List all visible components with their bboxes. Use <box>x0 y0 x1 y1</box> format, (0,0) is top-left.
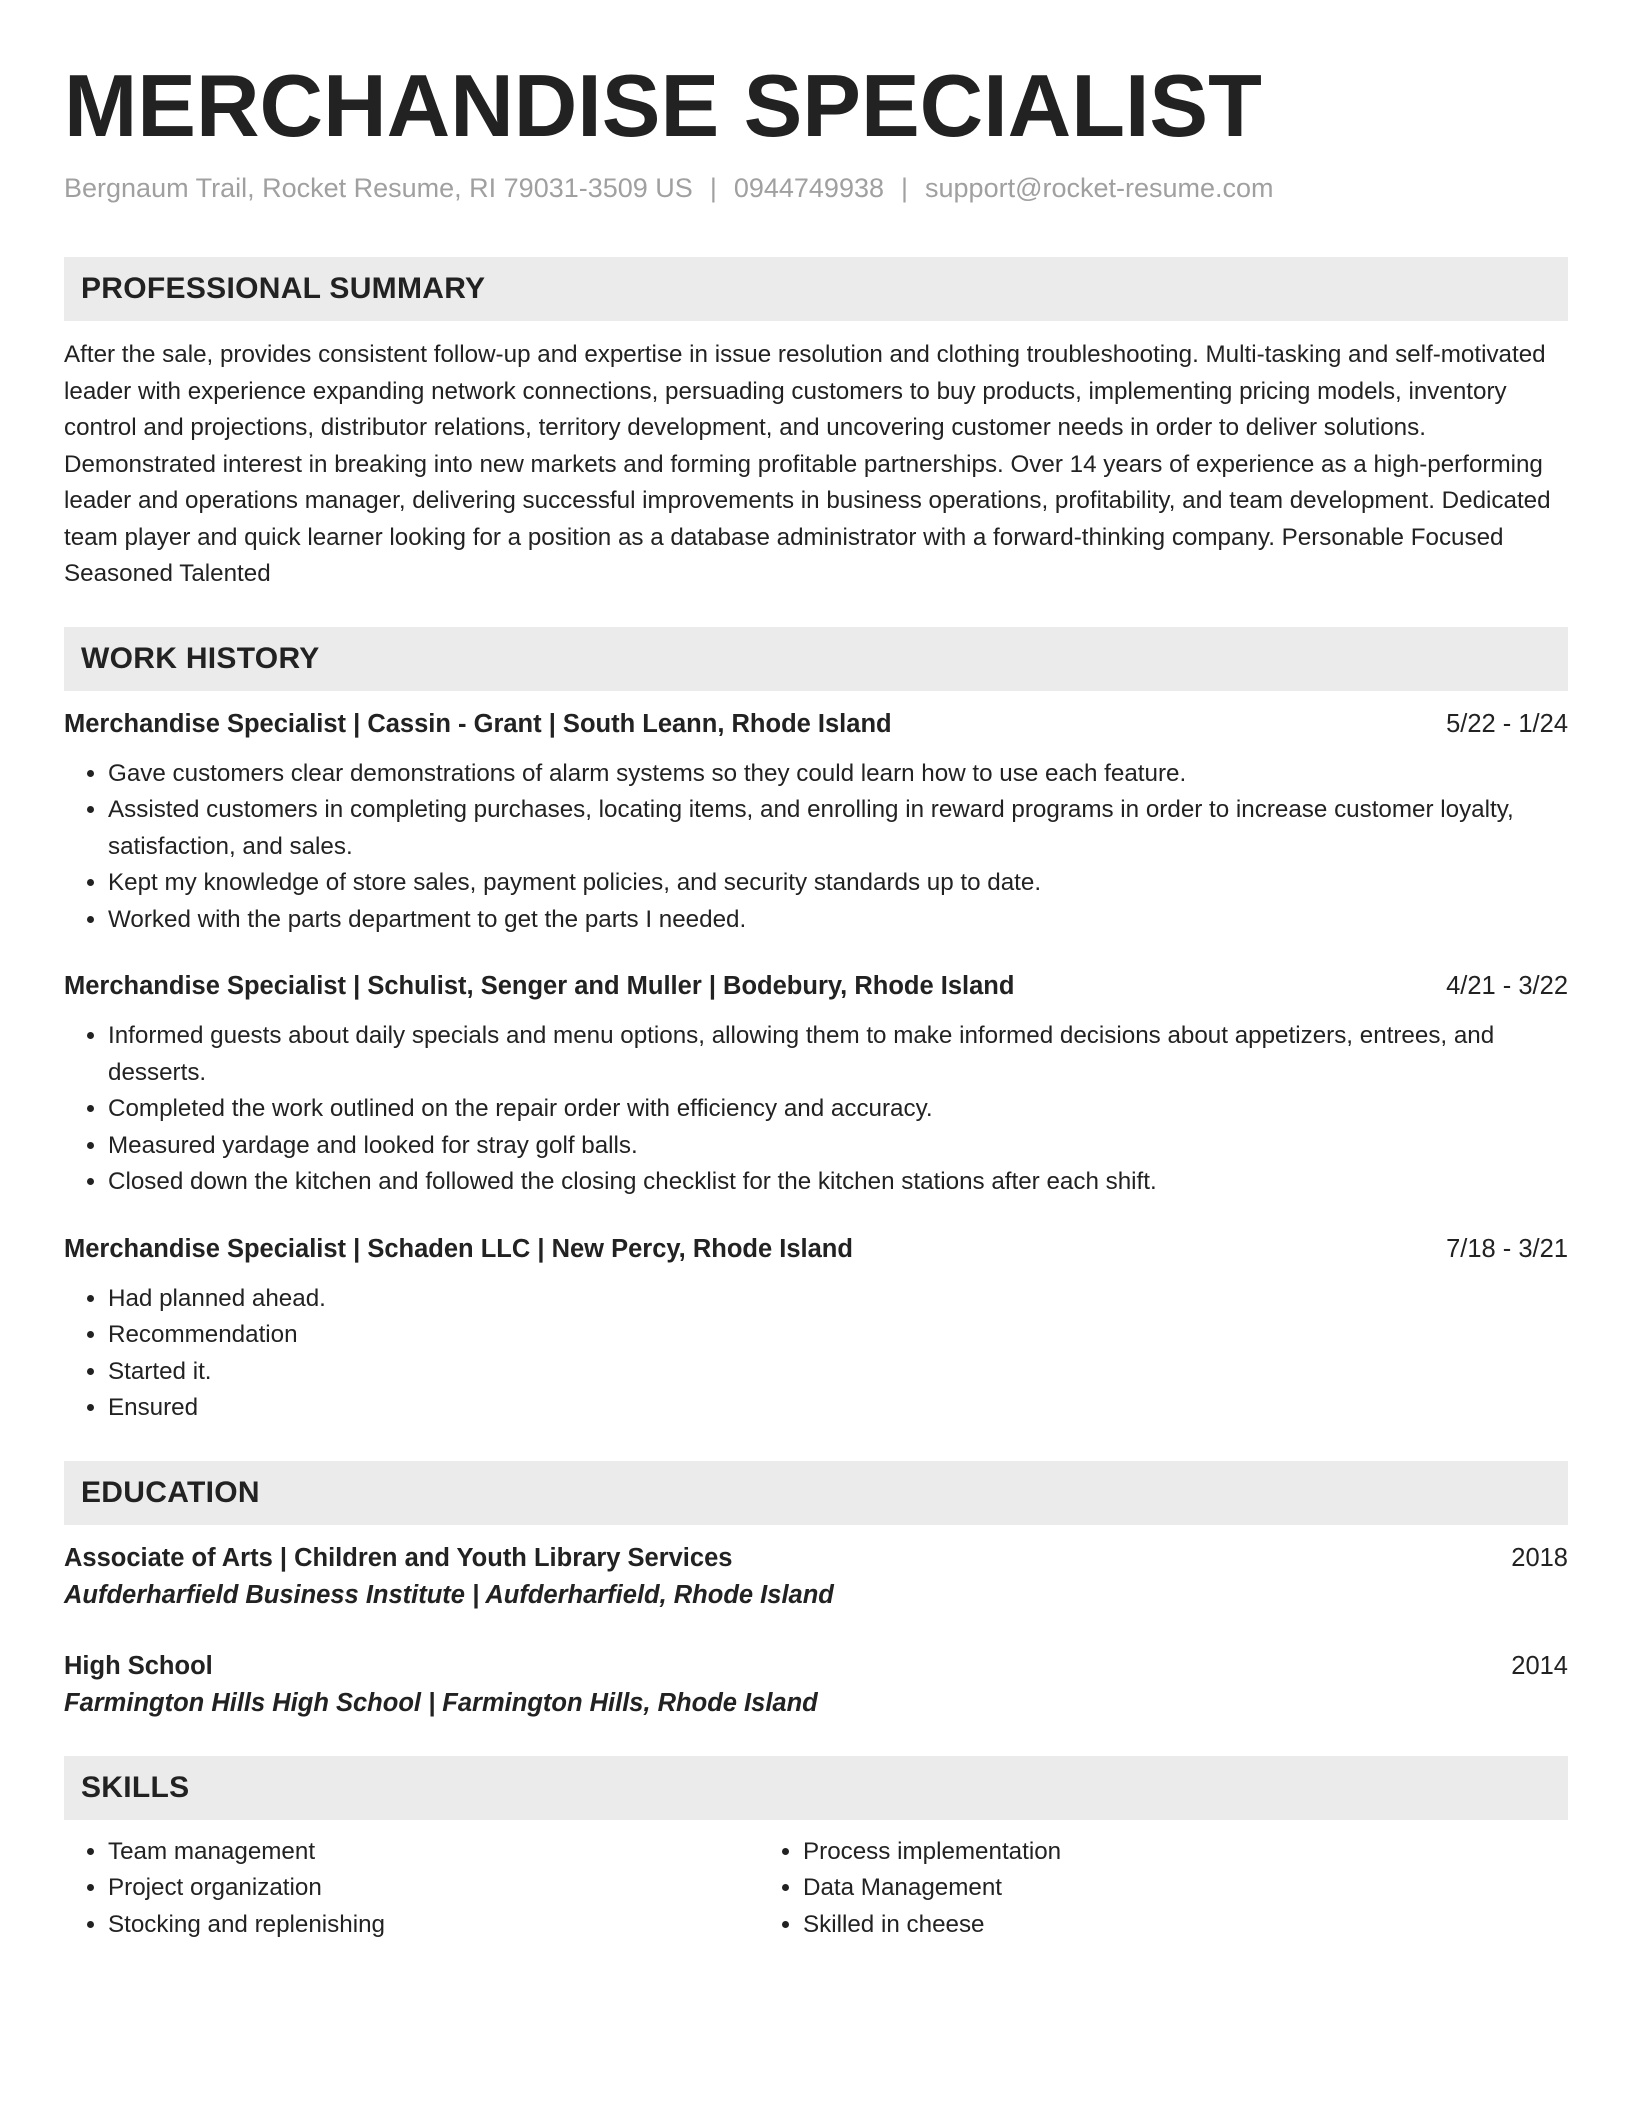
section-heading-skills: SKILLS <box>64 1756 1568 1820</box>
education-entry <box>64 1540 1568 1614</box>
job-title: Merchandise Specialist | Schaden LLC | New Percy, Rhode Island <box>64 1234 853 1263</box>
job-duty-item: • Ensured <box>108 1390 1568 1427</box>
contact-phone: 0944749938 <box>733 173 884 203</box>
contact-email: support@rocket-resume.com <box>925 173 1274 203</box>
job-dates: 4/21 - 3/22 <box>1446 972 1568 1000</box>
job-duty-item: • Recommendation <box>108 1317 1568 1354</box>
contact-line <box>64 170 1568 206</box>
education-entry <box>64 1648 1568 1722</box>
job-duty-item: • Started it. <box>108 1354 1568 1391</box>
job-duties <box>64 1281 1568 1427</box>
skills-list-right <box>759 1834 1454 1944</box>
education-section <box>64 1461 1568 1722</box>
job-duty-item: • Worked with the parts department to get the parts I needed. <box>108 902 1568 939</box>
section-heading-summary: PROFESSIONAL SUMMARY <box>64 257 1568 321</box>
skill-item: • Stocking and replenishing <box>108 1907 759 1944</box>
education-school: Farmington Hills High School | Farmington Hills, Rhode Island <box>64 1688 818 1717</box>
skills-section <box>64 1756 1568 1944</box>
education-degree: Associate of Arts | Children and Youth Library Services <box>64 1543 733 1572</box>
contact-separator: | <box>901 173 909 203</box>
education-header <box>64 1540 1568 1576</box>
education-year: 2018 <box>1511 1543 1568 1572</box>
skills-list-left <box>64 1834 759 1944</box>
job-duty-item: • Closed down the kitchen and followed the closing checklist for the kitchen stations after each shift. <box>108 1164 1568 1201</box>
job-dates: 7/18 - 3/21 <box>1446 1234 1568 1263</box>
job-header <box>64 1231 1568 1267</box>
contact-address: Bergnaum Trail, Rocket Resume, RI 79031-3509 US <box>64 173 693 203</box>
job-duty-item: • Gave customers clear demonstrations of alarm systems so they could learn how to use each feature. <box>108 756 1568 793</box>
job-entry <box>64 968 1568 1201</box>
skill-item: • Process implementation <box>803 1834 1454 1871</box>
skill-item: • Team management <box>108 1834 759 1871</box>
skills-columns <box>64 1834 1568 1944</box>
skill-item: • Skilled in cheese <box>803 1907 1454 1944</box>
job-title: Merchandise Specialist | Cassin - Grant | South Leann, Rhode Island <box>64 709 892 738</box>
section-heading-education: EDUCATION <box>64 1461 1568 1525</box>
job-dates: 5/22 - 1/24 <box>1446 709 1568 738</box>
section-heading-work-history: WORK HISTORY <box>64 627 1568 691</box>
work-history-section <box>64 627 1568 1427</box>
summary-text: After the sale, provides consistent follow-up and expertise in issue resolution and clothing troubleshooting. Multi-tasking and self-motivated leader with experience expanding network connections, persuading customers to buy products, implementing pricing models, inventory control and projections, distributor relations, territory development, and uncovering customer needs in order to deliver solutions. Demonstrated interest in breaking into new markets and forming profitable partnerships. Over 14 years of experience as a high-performing leader and operations manager, delivering successful improvements in business operations, profitability, and team development. Dedicated team player and quick learner looking for a position as a database administrator with a forward-thinking company. Personable Focused Seasoned Talented <box>64 341 1551 587</box>
job-entry <box>64 706 1568 939</box>
job-title: Merchandise Specialist | Schulist, Senger and Muller | Bodebury, Rhode Island <box>64 972 1015 1000</box>
skill-item: • Project organization <box>108 1870 759 1907</box>
education-header <box>64 1648 1568 1684</box>
job-header <box>64 706 1568 742</box>
job-duties <box>64 1018 1568 1201</box>
job-duty-item: • Had planned ahead. <box>108 1281 1568 1318</box>
job-duty-item: • Measured yardage and looked for stray golf balls. <box>108 1128 1568 1165</box>
job-header <box>64 968 1568 1004</box>
job-duty-item: • Informed guests about daily specials and menu options, allowing them to make informed decisions about appetizers, entrees, and desserts. <box>108 1018 1568 1091</box>
job-duty-item: • Completed the work outlined on the repair order with efficiency and accuracy. <box>108 1091 1568 1128</box>
job-duty-item: • Kept my knowledge of store sales, payment policies, and security standards up to date. <box>108 865 1568 902</box>
job-entry <box>64 1231 1568 1427</box>
education-degree: High School <box>64 1651 213 1680</box>
education-school: Aufderharfield Business Institute | Aufderharfield, Rhode Island <box>64 1580 834 1609</box>
job-duty-item: • Assisted customers in completing purchases, locating items, and enrolling in reward programs in order to increase customer loyalty, satisfaction, and sales. <box>108 792 1568 865</box>
job-duties <box>64 756 1568 939</box>
education-year: 2014 <box>1511 1651 1568 1680</box>
contact-separator: | <box>709 173 717 203</box>
candidate-name: MERCHANDISE SPECIALIST <box>64 56 1262 155</box>
summary-section <box>64 257 1568 593</box>
skill-item: • Data Management <box>803 1870 1454 1907</box>
